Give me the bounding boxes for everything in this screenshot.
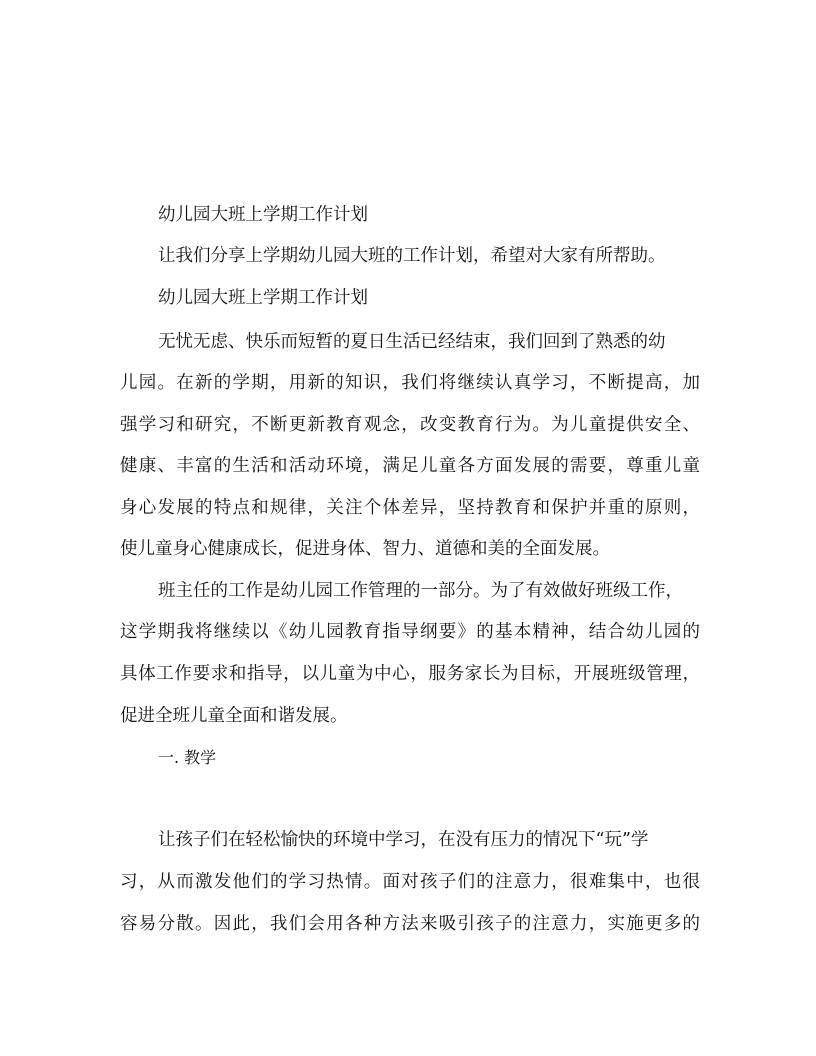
paragraph-line: 无忧无虑、快乐而短暂的夏日生活已经结束，我们回到了熟悉的幼 xyxy=(158,332,666,352)
paragraph-line: 使儿童身心健康成长，促进身体、智力、道德和美的全面发展。 xyxy=(120,539,610,559)
paragraph-line: 这学期我将继续以《幼儿园教育指导纲要》的基本精神，结合幼儿园的 xyxy=(120,622,700,642)
paragraph-line: 健康、丰富的生活和活动环境，满足儿童各方面发展的需要，尊重儿童 xyxy=(120,456,700,476)
paragraph-line: 具体工作要求和指导，以儿童为中心，服务家长为目标，开展班级管理， xyxy=(120,664,700,684)
document-subtitle: 幼儿园大班上学期工作计划 xyxy=(158,288,368,308)
paragraph-line: 让孩子们在轻松愉快的环境中学习，在没有压力的情况下“玩”学 xyxy=(158,830,649,850)
paragraph-line: 容易分散。因此，我们会用各种方法来吸引孩子的注意力，实施更多的 xyxy=(120,914,700,934)
paragraph-line: 强学习和研究，不断更新教育观念，改变教育行为。为儿童提供安全、 xyxy=(120,415,700,435)
document-title: 幼儿园大班上学期工作计划 xyxy=(158,205,368,225)
paragraph-line: 身心发展的特点和规律，关注个体差异，坚持教育和保护并重的原则， xyxy=(120,498,700,518)
section-heading: 一. 教学 xyxy=(158,748,217,767)
paragraph-line: 习，从而激发他们的学习热情。面对孩子们的注意力，很难集中，也很 xyxy=(120,872,700,892)
paragraph-line: 促进全班儿童全面和谐发展。 xyxy=(120,706,348,726)
paragraph-line: 儿园。在新的学期，用新的知识，我们将继续认真学习，不断提高，加 xyxy=(120,373,700,393)
intro-text: 让我们分享上学期幼儿园大班的工作计划，希望对大家有所帮助。 xyxy=(158,246,666,266)
paragraph-line: 班主任的工作是幼儿园工作管理的一部分。为了有效做好班级工作， xyxy=(158,581,683,601)
